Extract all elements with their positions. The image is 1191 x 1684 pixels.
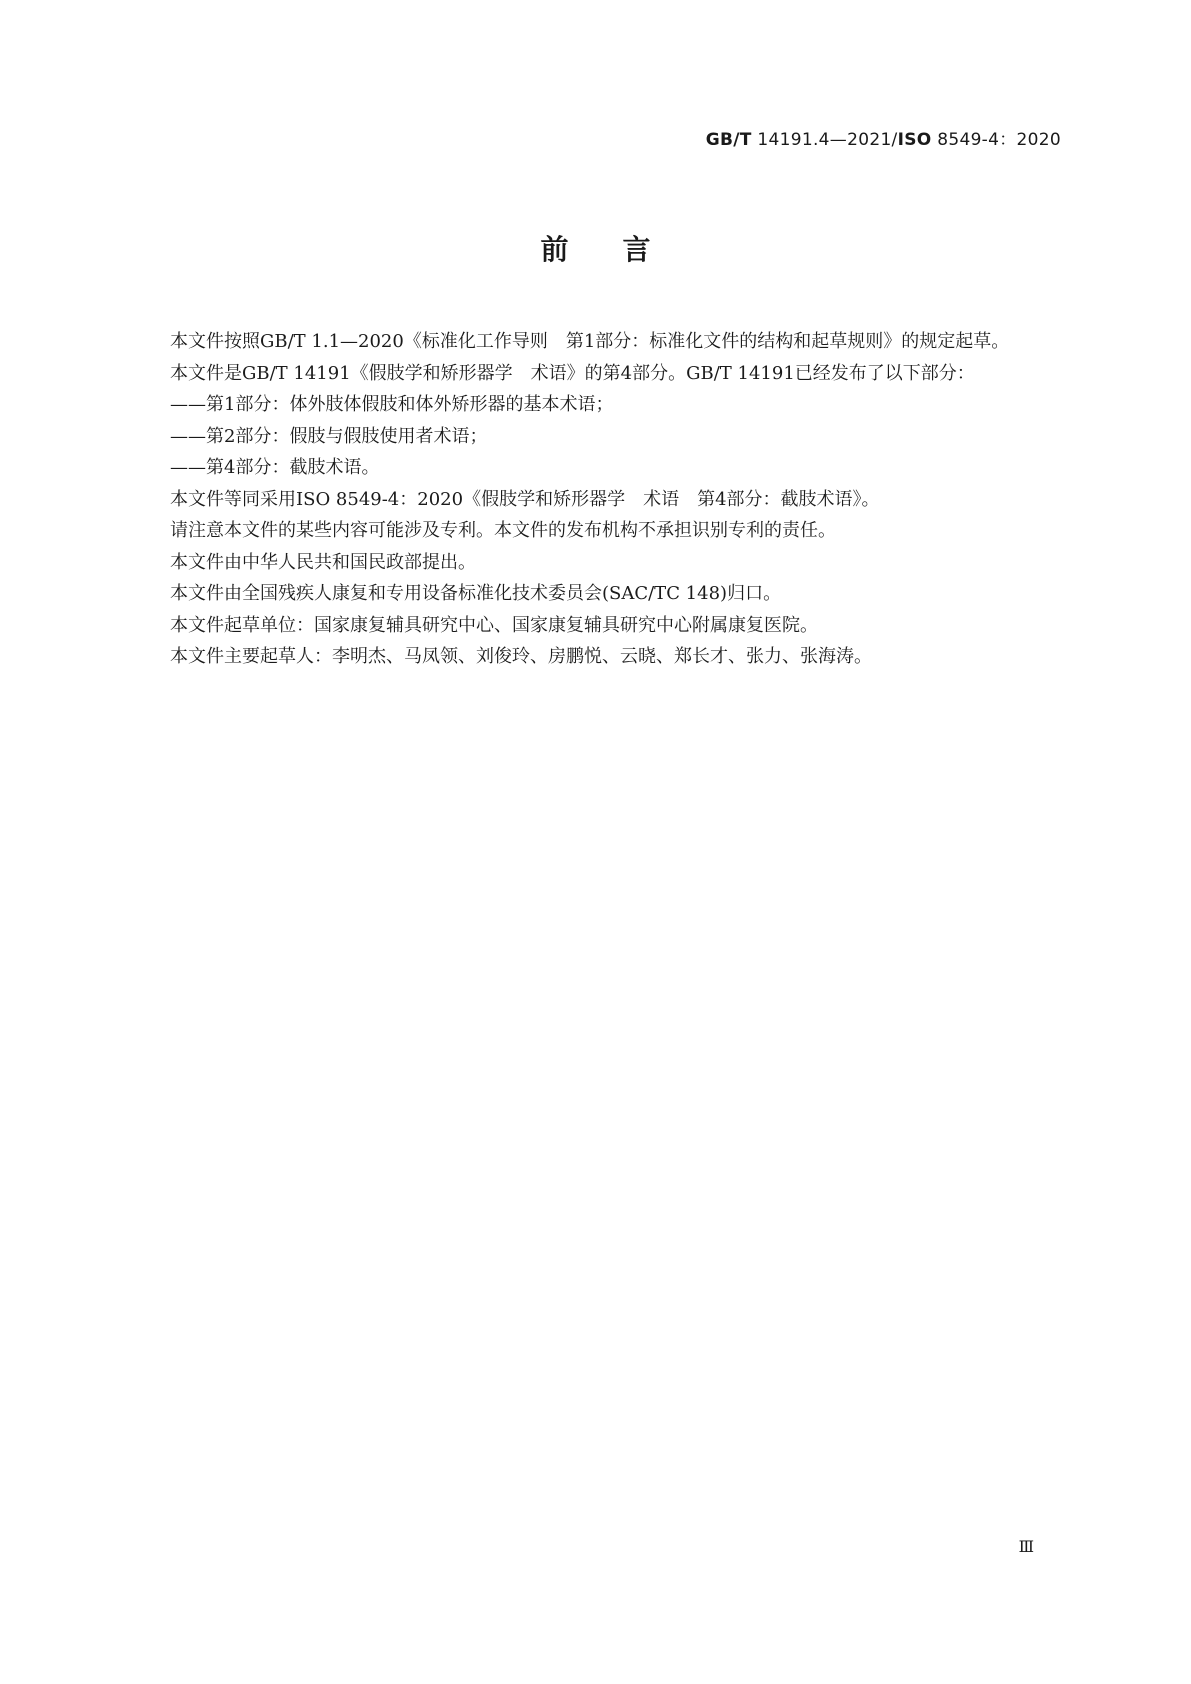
list-item-part-4: ——第4部分：截肢术语。 (170, 457, 380, 478)
paragraph-drafting-units: 本文件起草单位：国家康复辅具研究中心、国家康复辅具研究中心附属康复医院。 (170, 614, 818, 636)
paragraph-proposed-by: 本文件由中华人民共和国民政部提出。 (170, 551, 476, 573)
paragraph-part-of-series: 本文件是GB/T 14191《假肢学和矫形器学 术语》的第4部分。GB/T 14191已经发布了以下部分： (170, 362, 975, 384)
paragraph-patent-notice: 请注意本文件的某些内容可能涉及专利。本文件的发布机构不承担识别专利的责任。 (170, 520, 836, 541)
foreword-body (134, 326, 1064, 673)
standard-prefix: GB/T (705, 130, 752, 150)
standard-number: 14191.4—2021/ (751, 130, 898, 150)
list-item-part-2: ——第2部分：假肢与假肢使用者术语； (170, 425, 488, 447)
iso-prefix: ISO (897, 130, 932, 150)
page-number: Ⅲ (1018, 1537, 1034, 1556)
page-title: 前言 (540, 233, 705, 266)
standard-code-header (706, 125, 1061, 150)
iso-number: 8549-4：2020 (931, 130, 1061, 150)
paragraph-drafting-rules: 本文件按照GB/T 1.1—2020《标准化工作导则 第1部分：标准化文件的结构和起草规则》的规定起草。 (170, 331, 1010, 352)
list-item-part-1: ——第1部分：体外肢体假肢和体外矫形器的基本术语； (170, 394, 614, 415)
paragraph-iso-adoption: 本文件等同采用ISO 8549-4：2020《假肢学和矫形器学 术语 第4部分：截肢术语》。 (170, 488, 880, 510)
paragraph-committee: 本文件由全国残疾人康复和专用设备标准化技术委员会(SAC/TC 148)归口。 (170, 583, 782, 604)
paragraph-drafters: 本文件主要起草人：李明杰、马凤领、刘俊玲、房鹏悦、云晓、郑长才、张力、张海涛。 (170, 646, 872, 667)
